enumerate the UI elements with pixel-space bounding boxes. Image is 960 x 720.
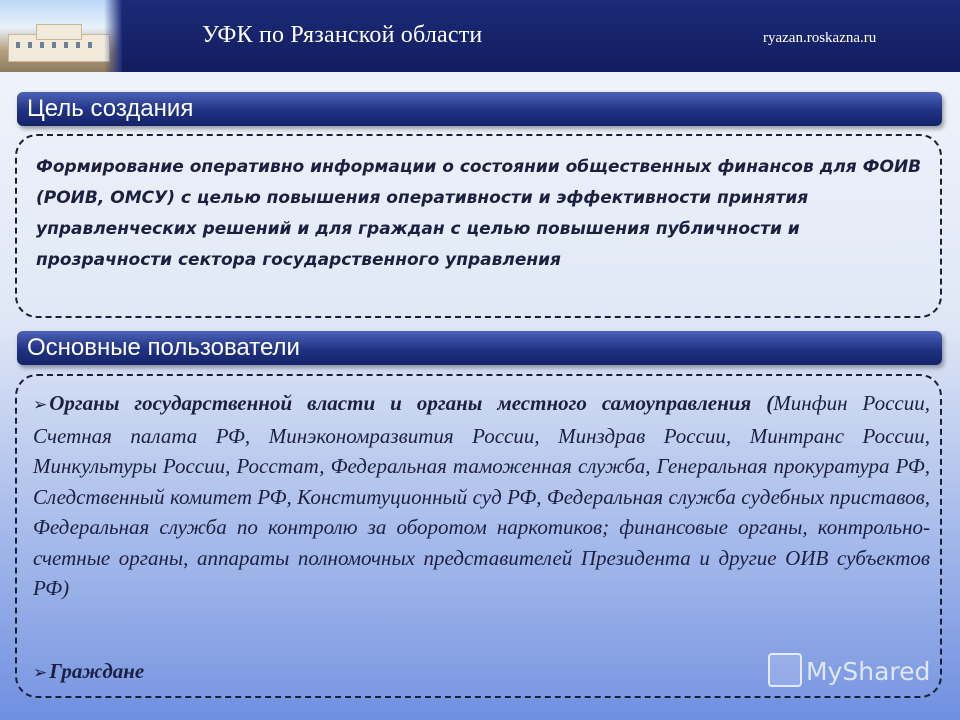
users-item-citizens-label: Граждане	[49, 659, 145, 683]
section-title-users: Основные пользователи	[27, 334, 300, 361]
goal-text: Формирование оперативно информации о состоянии общественных финансов для ФОИВ (РОИВ, ОМСУ) с целью повышения оперативности и эффективности принятия управленческих решений и для граждан с целью повышения публичности и прозрачности сектора государственного управления	[36, 157, 922, 270]
building-photo	[0, 0, 122, 72]
myshared-logo-icon	[768, 653, 802, 687]
users-item-government-title: Органы государственной власти и органы местного самоуправления	[49, 391, 752, 415]
users-item-government-list: Минфин России, Счетная палата РФ, Минэкономразвития России, Минздрав России, Минтранс России, Минкультуры России, Росстат, Федеральная таможенная служба, Генеральная прокуратура РФ, Следственный комитет РФ, Конституционный суд РФ, Федеральная служба судебных приставов, Федеральная служба по контролю за оборотом наркотиков; финансовые органы, контрольно-счетные органы, аппараты полномочных представителей Президента и другие ОИВ субъектов РФ)	[33, 391, 930, 600]
users-item-government	[33, 388, 930, 604]
section-title-goal: Цель создания	[27, 95, 194, 122]
section-header-goal	[17, 92, 942, 126]
site-url[interactable]: ryazan.roskazna.ru	[763, 30, 877, 46]
arrow-bullet-icon: ➢	[33, 663, 48, 683]
org-title: УФК по Рязанской области	[202, 22, 483, 48]
section-header-users	[17, 331, 942, 365]
header-bar	[0, 0, 960, 72]
watermark	[768, 656, 930, 690]
arrow-bullet-icon: ➢	[33, 395, 48, 415]
users-panel	[15, 374, 942, 698]
goal-panel	[15, 134, 942, 318]
watermark-text: MyShared	[806, 657, 931, 686]
users-item-citizens	[33, 659, 144, 684]
open-paren: (	[766, 391, 774, 415]
